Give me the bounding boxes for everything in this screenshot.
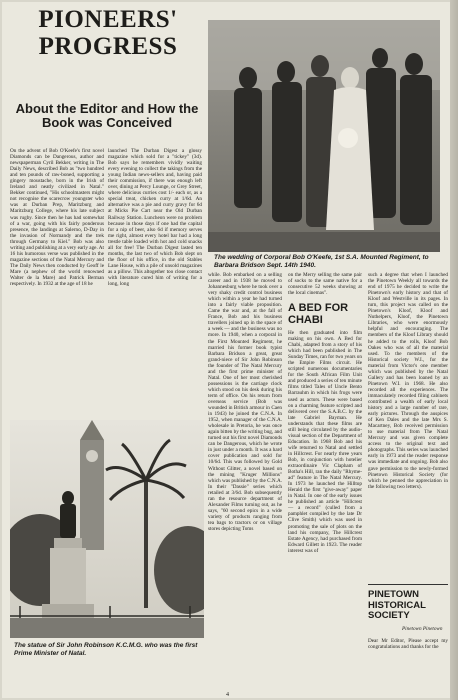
statue-photo-caption: The statue of Sir John Robinson K.C.M.G. who was the first Prime Minister of Natal. bbox=[14, 642, 198, 657]
text-column-4 bbox=[288, 330, 362, 692]
statue-photo bbox=[10, 420, 204, 638]
column-5-sub-text: Pinetown Pinetown bbox=[402, 626, 443, 632]
column-4-top-text: on the Merry selling the same pair of socks to the same native for a consecutive 52 weeks showing at the local cinemas". bbox=[288, 272, 362, 297]
letter-body: Dear Mr Editor, Please accept my congratulations and thanks for the bbox=[368, 638, 448, 651]
section-heading-bed-for-chabi: A BED FOR CHABI bbox=[288, 302, 349, 326]
headline bbox=[10, 6, 206, 60]
text-column-2 bbox=[108, 148, 202, 415]
magazine-page bbox=[2, 2, 454, 698]
column-5-text: such a degree that when I launched the Pinetown Weekly all towards the end of 1975 he decided to write the Pinetown's early history and that of Kloof and Westville in its pages. In turn, this project was called on the Pinetown's Kloof, Kloof and Nuthelpers, Kloof, the Pinetown Libraries, who were enormously helpful and encouraging. The members of the Kloof Library should he added to the rolls, Kloof Bob Oakes who was of all the material used. To the members of the Historical society W.I., for the material from Victor's one member which was published by the Natal Gallery and has been loaned by an Pinetown W.I. in 1968. He also recorded all the experiences. The immaculately recorded filing cabinets contributed a wealth of early local history and a large number of rare, early pictures. Through the auspices of Ken Dales and the late Mrs S. Macartney, Bob received permission to use material from The Natal Mercury and was given complete access to the original text and photographs. This series was launched early in 1973 and the reader response was immediate and ongoing. Bob also gave permission to the newly-formed Pinetown Historical Society (for which he penned the appreciation in the following two letters). bbox=[368, 272, 448, 490]
text-column-5 bbox=[368, 272, 448, 576]
text-column-4-top bbox=[288, 272, 362, 300]
column-3-text: while. Bob embarked on a selling career and in 1938 he moved to Johannesburg where he took over a very shaky credit control business which within a year he had turned into a fairly viable proposition. Came the war and, at the fall of France, Bob and his business travellers joined up in the space of a week — and the business was no more. In 1940, when a corporal in the First Mounted Regiment, he married his former book typist Barbara Bridson a great, great grand-niece of Sir John Robinson the founder of The Natal Mercury and the first prime minister of Natal. One of her most cherished possessions is the carriage clock which stood on his desk during his term of office. On his return from overseas service (Bob was wounded in British armour in Caen in 1943) he joined the C.N.A. In 1952, when manager of the C.N.A. wholesale in Pretoria, he was once again bitten by the writing bug, and turned out his first novel Diamonds can be Dangerous, which he wrote in just under a month. It was a hard cover publication and sold for 10/6d. This was followed by Gold Without Glitter, a novel based on the mining "Kruger Millions" which was published by the C.N.A. In their "Dassie" series which retailed at 3/6d. Bob subsequently ran the resource department of Alexander Films turning out, as he says, "60 second epics in a wide variety of products ranging from tea bags to tractors or on village stores depicting Toms bbox=[208, 272, 282, 532]
wedding-photo-image bbox=[208, 20, 440, 252]
wedding-photo bbox=[208, 20, 440, 252]
statue-photo-image bbox=[10, 420, 204, 638]
text-column-1 bbox=[10, 148, 104, 415]
letter-text bbox=[368, 638, 448, 690]
column-1-text: On the advent of Bob O'Keefe's first novel Diamonds can be Dangerous, author and newspaperman Cyril Bekker, writing in The Daily News, described Bob as "two hundred and ten pounds of raw-boned, supporting a gingery moustache, born in the Irish of Ireland and neatly civilized in Natal." Bekker continued, "His schoolmasters might not recognise the scarecrow youngster who was at Durban Prep, Maritzburg and Maritzburg College, where his late subject was rugby. Since then he has had somewhat of a war, going with his fairly ponderous presence, the landings at Salerno, D-Day in the invasion of Normandy and the trek through Germany to Kiel." Bob was also writing and publishing at a very early age. At 16 his humorous verse was published in the magazine sections of the Natal Mercury and The Daily News then conducted by Geoff le Mare (a nephew of the world renowned Walter de la Mare) and Patrick Berman respectively. In 1932 at the age of 18 he bbox=[10, 148, 104, 288]
section-heading-pinetown-historical-society: PINETOWN HISTORICAL SOCIETY bbox=[368, 589, 426, 621]
wedding-photo-caption: The wedding of Corporal Bob O'Keefe, 1st S.A. Mounted Regiment, to Barbara Bridson Sept. 14th 1940. bbox=[214, 254, 429, 269]
page-edge-shadow bbox=[450, 0, 458, 700]
subheadline: About the Editor and How the Book was Conceived bbox=[15, 101, 199, 130]
column-2-text: launched The Durban Digest a glossy magazine which sold for a "tickey" (3d). Bob says he remembers vividly waiting every evening to collect the takings from the young Indian news-sellers and, having paid their commission, if there was enough left over, dining at Percy Lounge, or Grey Street, where delicious curries cost 1/- each or, as a special treat, chicken curry at 1/6d. An alternative was a pie and curry gravy for 6d at Micks Pie Cart near the Old Durban Railway Station. Luncheon were no problem because in those days if one had the capital for a nip of beer, also 6d if memory serves me right, almost every hotel bar had a long trestle table loaded with hot and cold snacks all for free! The Durban Digest lasted ten months, the last two of which Bob slept on the floor of his office, in the old Stables Lane House, with a pile of unsold magazines as a pillow. This altogether too close contact with literature cured him of writing for a long, long bbox=[108, 148, 202, 288]
page-number: 4 bbox=[226, 692, 229, 698]
text-column-3 bbox=[208, 272, 282, 692]
headline-line-1: PIONEERS' bbox=[38, 6, 178, 33]
section-rule bbox=[368, 584, 448, 585]
headline-line-2: PROGRESS bbox=[38, 33, 178, 60]
column-5-sub-line bbox=[402, 626, 448, 634]
column-4-text: He then graduated into film making on his own. A Bed for Chabi, adapted from a story of his which had been published in The Sunday Times, ran for two years on the Empire Films circuit. He scripted numerous documentaries for the South African Film Unit and produced a series of ten minute films titled Tales of Uncle Bento Barrauhm in which his frogs were used as actors. These were based on a charming feature scripted and delivered over the S.A.B.C. by the late Gabriel Bayman. He understands that these films are still being circulated by the audio-visual section of the Department of Education. In 1968 Bob and his wife returned to Natal and settled in Hillcrest. For nearly three years Bob, in conjunction with hotelier extraordinaire Vic Clapham of Botha's Hill, ran the daily "Rhyme-ad" feature in The Natal Mercury. In 1973 he launched the Hilltop Herald the first "give-away" paper in Natal. In one of the early issues he published an article "Hillcrest — a record" (culled from a pamphlet compiled by the late Dr Clive Smith) which was used in promoting the sale of plots on the land his company, The Hillcrest Estate Agency, had purchased from Edward Gillett in 1923. The reader interest was of bbox=[288, 330, 362, 554]
